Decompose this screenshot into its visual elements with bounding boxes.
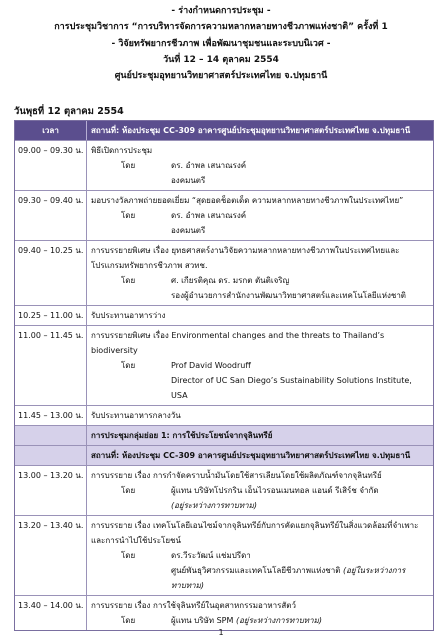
- row-title: รับประทานอาหารว่าง: [91, 311, 166, 320]
- conference-title: การประชุมวิชาการ “การบริหารจัดการความหลากหลายทางชีวภาพแห่งชาติ” ครั้งที่ 1: [54, 22, 388, 32]
- speaker: ดร.วีระวัฒน์ แช่มปรีดา: [171, 551, 251, 560]
- speaker-affiliation: องคมนตรี: [171, 226, 206, 235]
- by-label: โดย: [121, 486, 136, 495]
- table-header-row: [15, 121, 433, 140]
- speaker-affiliation: องคมนตรี: [171, 176, 206, 185]
- row-desc: [87, 241, 433, 305]
- subgroup-row: [15, 425, 433, 445]
- conference-dates: วันที่ 12 – 14 ตุลาคม 2554: [163, 55, 279, 65]
- row-desc: [87, 326, 433, 405]
- row-desc: [87, 141, 433, 190]
- row-title: การบรรยาย เรื่อง การกำจัดคราบน้ำมันโดยใช้สารเลียนโดยใช้ผลิตภัณฑ์จากจุลินทรีย์: [91, 471, 382, 480]
- header-line-1: - ร่างกำหนดการประชุม -: [171, 6, 271, 16]
- subgroup-venue-row: [15, 445, 433, 465]
- table-row: [15, 325, 433, 405]
- row-title: การบรรยายพิเศษ เรื่อง Environmental changes and the threats to Thailand’s biodiversity: [91, 331, 385, 355]
- row-desc: [87, 516, 433, 595]
- row-time: 09.40 – 10.25 น.: [15, 241, 87, 305]
- col-time-header: เวลา: [15, 121, 87, 140]
- table-row: [15, 190, 433, 240]
- table-row: [15, 595, 433, 630]
- table-row: [15, 305, 433, 325]
- row-time: 13.20 – 13.40 น.: [15, 516, 87, 595]
- day-label: วันพุธที่ 12 ตุลาคม 2554: [14, 106, 124, 117]
- col-venue-header: สถานที่: ห้องประชุม CC-309 อาคารศูนย์ประชุมอุทยานวิทยาศาสตร์ประเทศไทย จ.ปทุมธานี: [91, 126, 411, 135]
- speaker: ผู้แทน บริษัทโปรกริน เอ็นไวรอนเมนทอล แอนด์ รีเสิร์ช จำกัด: [171, 486, 379, 495]
- conference-venue: ศูนย์ประชุมอุทยานวิทยาศาสตร์ประเทศไทย จ.ปทุมธานี: [114, 71, 328, 81]
- row-time: 11.00 – 11.45 น.: [15, 326, 87, 405]
- row-time: 10.25 – 11.00 น.: [15, 306, 87, 325]
- row-time: 09.00 – 09.30 น.: [15, 141, 87, 190]
- row-time: 09.30 – 09.40 น.: [15, 191, 87, 240]
- table-row: [15, 465, 433, 515]
- row-time: 11.45 – 13.00 น.: [15, 406, 87, 425]
- speaker-affiliation: ศูนย์พันธุวิศวกรรมและเทคโนโลยีชีวภาพแห่งชาติ: [171, 566, 341, 575]
- conference-theme: - วิจัยทรัพยากรชีวภาพ เพื่อพัฒนาชุมชนและระบบนิเวศ -: [111, 39, 331, 49]
- status-note: (อยู่ระหว่างการทาบทาม): [235, 616, 322, 625]
- row-time: 13.00 – 13.20 น.: [15, 466, 87, 515]
- page-number: 1: [218, 628, 224, 637]
- subgroup-title: การประชุมกลุ่มย่อย 1: การใช้ประโยชน์จากจุลินทรีย์: [91, 431, 273, 440]
- row-title: การบรรยายพิเศษ เรื่อง ยุทธศาสตร์งานวิจัยความหลากหลายทางชีวภาพในประเทศไทยและโปรแกรมทรัพยากรชีวภาพ สวทช.: [91, 246, 400, 270]
- speaker: Prof David Woodruff: [171, 361, 251, 370]
- status-note: (อยู่ในระหว่างการทาบทาม): [171, 566, 406, 590]
- row-title: รับประทานอาหารกลางวัน: [91, 411, 181, 420]
- row-title: มอบรางวัลภาพถ่ายยอดเยี่ยม “สุดยอดช็อตเด็ด ความหลากหลายทางชีวภาพในประเทศไทย”: [91, 196, 404, 205]
- schedule-table: [14, 120, 434, 631]
- speaker: ศ. เกียรติคุณ ดร. มรกต ตันติเจริญ: [171, 276, 290, 285]
- status-note: (อยู่ระหว่างการทาบทาม): [171, 501, 258, 510]
- subgroup-venue: สถานที่: ห้องประชุม CC-309 อาคารศูนย์ประชุมอุทยานวิทยาศาสตร์ประเทศไทย จ.ปทุมธานี: [91, 451, 411, 460]
- table-row: [15, 405, 433, 425]
- row-title: การบรรยาย เรื่อง เทคโนโลยีเอนไซม์จากจุลินทรีย์กับการคัดแยกจุลินทรีย์ในสิ่งแวดล้อมที่จำเพาะ และการนำไปใช้ประโยชน์: [91, 521, 419, 545]
- table-row: [15, 140, 433, 190]
- row-time: 13.40 – 14.00 น.: [15, 596, 87, 630]
- speaker: ดร. อำพล เสนาณรงค์: [171, 211, 247, 220]
- by-label: โดย: [121, 161, 136, 170]
- by-label: โดย: [121, 211, 136, 220]
- table-row: [15, 240, 433, 305]
- table-row: [15, 515, 433, 595]
- speaker: ดร. อำพล เสนาณรงค์: [171, 161, 247, 170]
- by-label: โดย: [121, 361, 136, 370]
- speaker: ผู้แทน บริษัท SPM: [171, 616, 234, 625]
- row-title: พิธีเปิดการประชุม: [91, 146, 153, 155]
- row-desc: [87, 596, 433, 630]
- row-desc: [87, 466, 433, 515]
- speaker-affiliation: Director of UC San Diego’s Sustainability Solutions Institute, USA: [171, 376, 412, 400]
- row-title: การบรรยาย เรื่อง การใช้จุลินทรีย์ในอุตสาหกรรมอาหารสัตว์: [91, 601, 296, 610]
- by-label: โดย: [121, 616, 136, 625]
- row-desc: [87, 191, 433, 240]
- speaker-affiliation: รองผู้อำนวยการสำนักงานพัฒนาวิทยาศาสตร์และเทคโนโลยีแห่งชาติ: [171, 291, 406, 300]
- by-label: โดย: [121, 551, 136, 560]
- by-label: โดย: [121, 276, 136, 285]
